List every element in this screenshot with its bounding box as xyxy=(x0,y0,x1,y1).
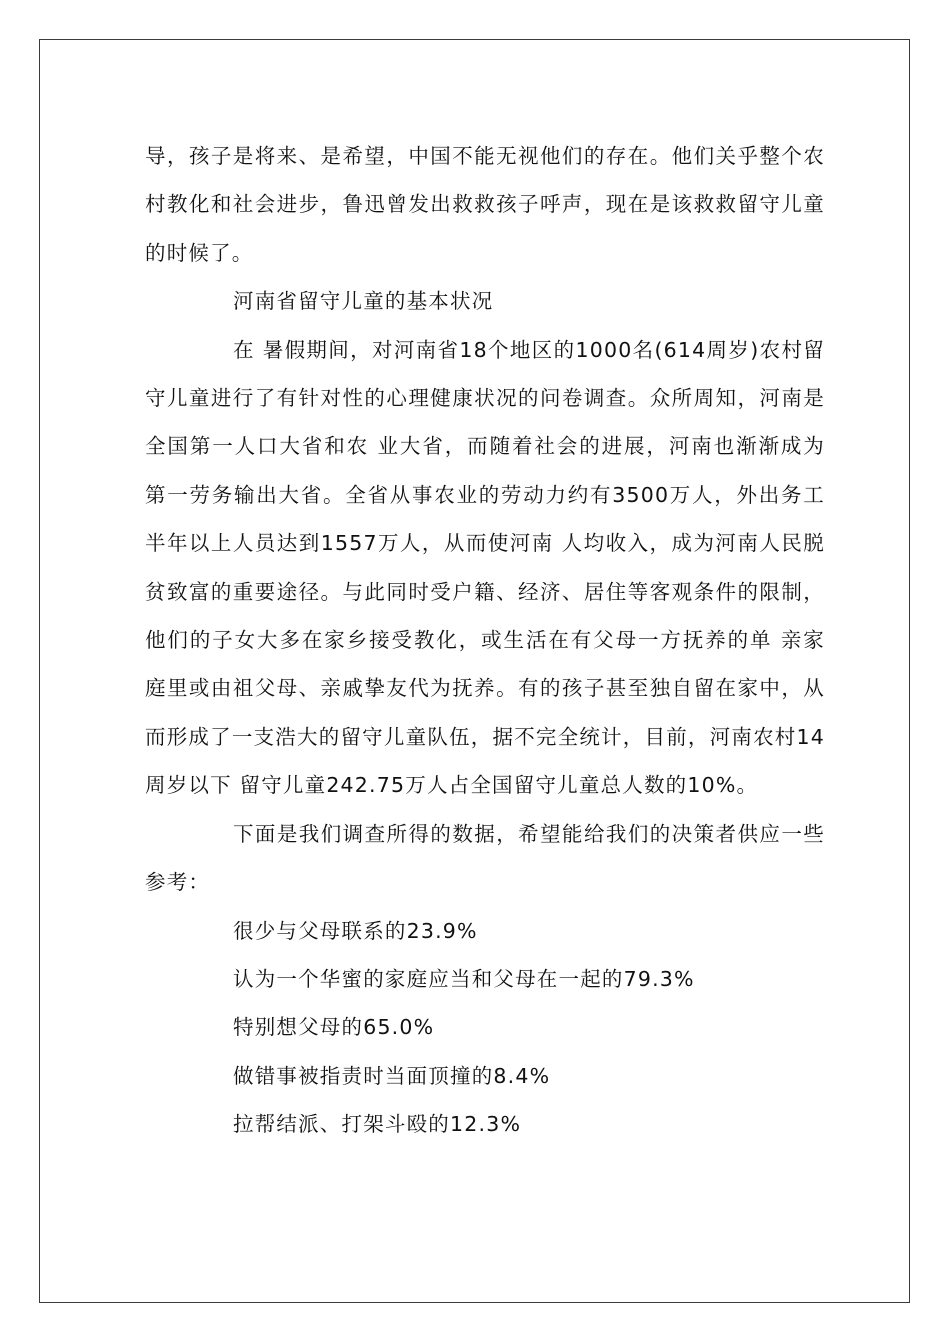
paragraph-continuation: 导，孩子是将来、是希望，中国不能无视他们的存在。他们关乎整个农村教化和社会进步，鲁迅曾发出救救孩子呼声，现在是该救救留守儿童的时候了。 xyxy=(145,144,825,265)
stat-item: 做错事被指责时当面顶撞的8.4% xyxy=(233,1063,551,1088)
stat-item: 拉帮结派、打架斗殴的12.3% xyxy=(233,1112,522,1137)
stats-list xyxy=(145,907,825,1149)
paragraph-data-intro: 下面是我们调查所得的数据，希望能给我们的决策者供应一些参考： xyxy=(145,821,825,895)
stat-item: 认为一个华蜜的家庭应当和父母在一起的79.3% xyxy=(233,966,695,991)
paragraph-survey: 在 暑假期间，对河南省18个地区的1000名(614周岁)农村留守儿童进行了有针对性的心理健康状况的问卷调查。众所周知，河南是全国第一人口大省和农 业大省，而随着社会的进展，河南也渐渐成为第一劳务输出大省。全省从事农业的劳动力约有3500万人，外出务工半年以上人员达到1557万人，从而使河南 人均收入，成为河南人民脱贫致富的重要途径。与此同时受户籍、经济、居住等客观条件的限制，他们的子女大多在家乡接受教化，或生活在有父母一方抚养的单 亲家庭里或由祖父母、亲戚挚友代为抚养。有的孩子甚至独自留在家中，从而形成了一支浩大的留守儿童队伍，据不完全统计，目前，河南农村14周岁以下 留守儿童242.75万人占全国留守儿童总人数的10%。 xyxy=(145,337,825,798)
stat-item: 特别想父母的65.0% xyxy=(233,1015,435,1040)
section-heading: 河南省留守儿童的基本状况 xyxy=(233,289,494,314)
document-body xyxy=(145,132,825,1149)
stat-item: 很少与父母联系的23.9% xyxy=(233,918,478,943)
